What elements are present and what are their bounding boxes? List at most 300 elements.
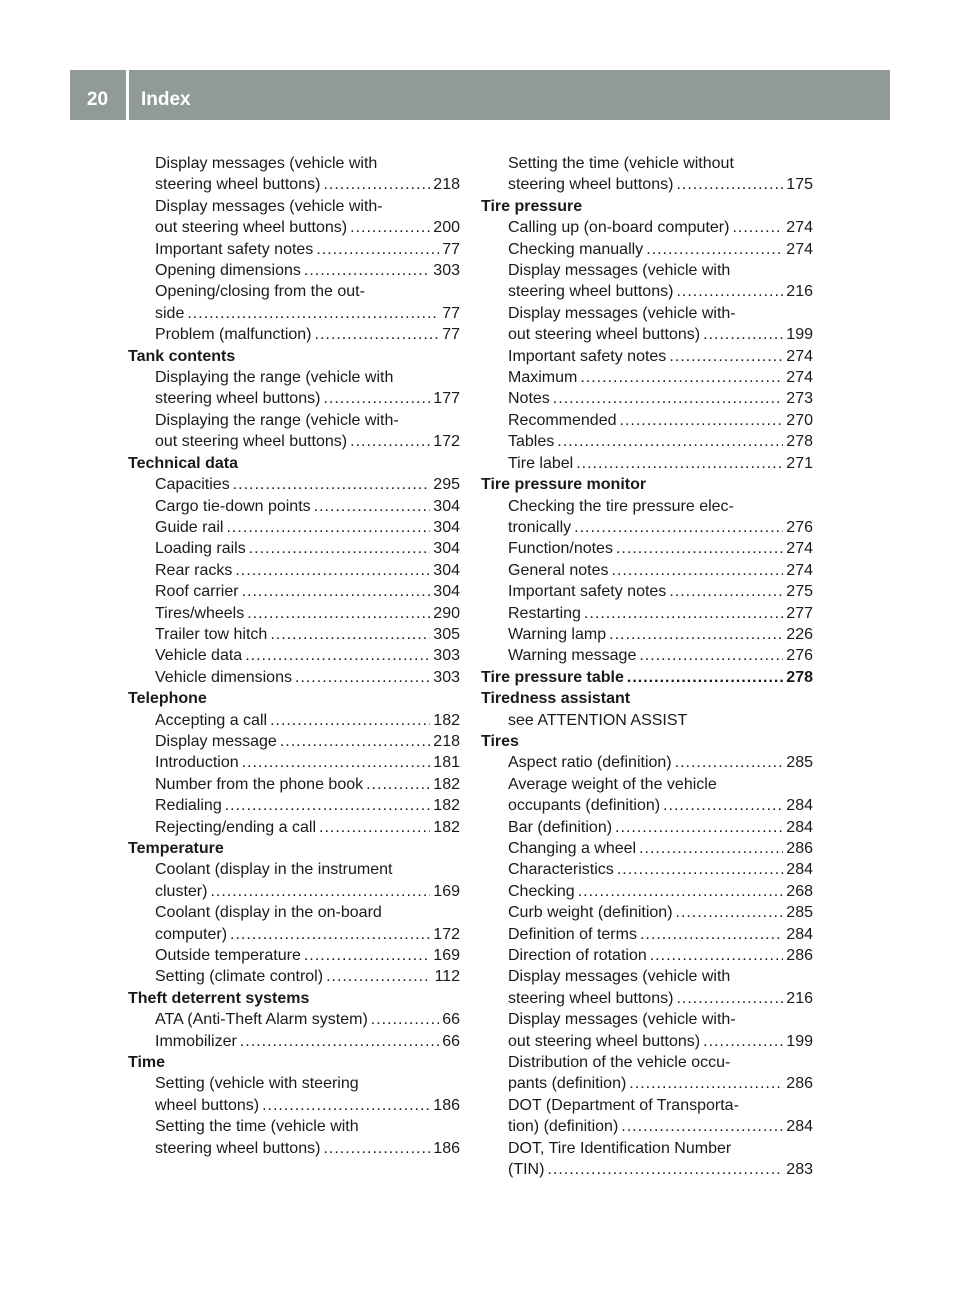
entry-text: Opening/closing from the out- bbox=[155, 283, 365, 301]
index-subentry bbox=[481, 710, 813, 731]
index-subentry bbox=[128, 966, 460, 987]
index-subentry bbox=[481, 838, 813, 859]
entry-text: Displaying the range (vehicle with- bbox=[155, 411, 399, 429]
section-title: Index bbox=[141, 89, 191, 110]
entry-text: Displaying the range (vehicle with bbox=[155, 369, 394, 387]
index-subentry bbox=[481, 281, 813, 302]
page-reference[interactable]: 284 bbox=[786, 1118, 813, 1136]
index-subentry bbox=[481, 1009, 813, 1030]
page-reference[interactable]: 304 bbox=[433, 497, 460, 515]
entry-text: Problem (malfunction) bbox=[155, 326, 312, 344]
page-reference[interactable]: 274 bbox=[786, 369, 813, 387]
entry-text: Outside temperature bbox=[155, 947, 301, 965]
index-subentry bbox=[128, 710, 460, 731]
index-subentry bbox=[481, 1138, 813, 1159]
dot-leader bbox=[233, 474, 431, 495]
index-subentry bbox=[128, 431, 460, 452]
page-reference[interactable]: 77 bbox=[442, 240, 460, 258]
index-subentry bbox=[128, 624, 460, 645]
entry-text: Theft deterrent systems bbox=[128, 989, 310, 1007]
entry-text: Tire pressure bbox=[481, 197, 583, 215]
dot-leader bbox=[620, 410, 784, 431]
index-subentry bbox=[128, 774, 460, 795]
dot-leader bbox=[315, 324, 440, 345]
dot-leader bbox=[187, 303, 439, 324]
page-reference[interactable]: 77 bbox=[442, 304, 460, 322]
entry-text: Important safety notes bbox=[508, 347, 667, 365]
page-reference[interactable]: 216 bbox=[786, 283, 813, 301]
dot-leader bbox=[639, 838, 783, 859]
index-subentry bbox=[128, 239, 460, 260]
entry-text: steering wheel buttons) bbox=[508, 989, 674, 1007]
dot-leader bbox=[249, 538, 431, 559]
dot-leader bbox=[226, 517, 430, 538]
dot-leader bbox=[617, 859, 783, 880]
entry-text: Characteristics bbox=[508, 861, 614, 879]
dot-leader bbox=[669, 581, 783, 602]
dot-leader bbox=[230, 924, 430, 945]
page-reference[interactable]: 182 bbox=[433, 711, 460, 729]
entry-text: Tables bbox=[508, 433, 555, 451]
entry-text: Restarting bbox=[508, 604, 581, 622]
entry-text: Recommended bbox=[508, 411, 617, 429]
dot-leader bbox=[326, 966, 431, 987]
dot-leader bbox=[580, 367, 783, 388]
page-reference[interactable]: 278 bbox=[786, 668, 813, 686]
index-subentry bbox=[481, 410, 813, 431]
index-subentry bbox=[128, 881, 460, 902]
page-reference[interactable]: 284 bbox=[786, 925, 813, 943]
dot-leader bbox=[703, 324, 783, 345]
dot-leader bbox=[245, 645, 430, 666]
entry-text: DOT (Department of Transporta- bbox=[508, 1096, 739, 1114]
page-reference[interactable]: 274 bbox=[786, 240, 813, 258]
entry-text: tronically bbox=[508, 518, 572, 536]
index-heading bbox=[481, 474, 813, 495]
page-reference[interactable]: 66 bbox=[442, 1011, 460, 1029]
dot-leader bbox=[732, 217, 783, 238]
page-reference[interactable]: 169 bbox=[433, 947, 460, 965]
dot-leader bbox=[650, 945, 784, 966]
index-subentry bbox=[128, 217, 460, 238]
index-subentry bbox=[481, 966, 813, 987]
index-subentry bbox=[128, 945, 460, 966]
index-subentry bbox=[128, 174, 460, 195]
index-subentry bbox=[481, 560, 813, 581]
index-subentry bbox=[128, 924, 460, 945]
dot-leader bbox=[557, 431, 783, 452]
page-reference[interactable]: 199 bbox=[786, 1032, 813, 1050]
page-number: 20 bbox=[86, 89, 109, 110]
index-subentry bbox=[481, 1116, 813, 1137]
dot-leader bbox=[640, 924, 783, 945]
index-subentry bbox=[481, 496, 813, 517]
entry-text: Introduction bbox=[155, 754, 239, 772]
entry-text: see ATTENTION ASSIST bbox=[508, 711, 688, 729]
entry-text: Accepting a call bbox=[155, 711, 268, 729]
dot-leader bbox=[669, 346, 783, 367]
entry-text: Tires bbox=[481, 732, 519, 750]
index-subentry bbox=[481, 431, 813, 452]
page-reference[interactable]: 283 bbox=[786, 1161, 813, 1179]
index-subentry bbox=[128, 388, 460, 409]
entry-text: Vehicle data bbox=[155, 647, 243, 665]
index-subentry bbox=[128, 859, 460, 880]
index-subentry bbox=[481, 174, 813, 195]
entry-text: Curb weight (definition) bbox=[508, 904, 673, 922]
index-subentry bbox=[128, 496, 460, 517]
index-subentry bbox=[481, 624, 813, 645]
index-heading bbox=[128, 1052, 460, 1073]
page-reference[interactable]: 274 bbox=[786, 347, 813, 365]
dot-leader bbox=[676, 174, 783, 195]
index-subentry bbox=[481, 988, 813, 1009]
page-reference[interactable]: 77 bbox=[442, 326, 460, 344]
index-heading bbox=[128, 988, 460, 1009]
page-reference[interactable]: 276 bbox=[786, 647, 813, 665]
entry-text: Average weight of the vehicle bbox=[508, 775, 717, 793]
page-reference[interactable]: 268 bbox=[786, 882, 813, 900]
dot-leader bbox=[316, 239, 439, 260]
dot-leader bbox=[319, 817, 430, 838]
entry-text: steering wheel buttons) bbox=[508, 283, 674, 301]
entry-text: (TIN) bbox=[508, 1161, 545, 1179]
entry-text: out steering wheel buttons) bbox=[155, 433, 348, 451]
dot-leader bbox=[262, 1095, 430, 1116]
dot-leader bbox=[639, 645, 783, 666]
entry-text: Tires/wheels bbox=[155, 604, 245, 622]
page-reference[interactable]: 305 bbox=[433, 625, 460, 643]
dot-leader bbox=[703, 1031, 783, 1052]
index-heading bbox=[481, 196, 813, 217]
page-reference[interactable]: 274 bbox=[786, 540, 813, 558]
dot-leader bbox=[676, 902, 784, 923]
entry-text: Tiredness assistant bbox=[481, 690, 631, 708]
page-reference[interactable]: 226 bbox=[786, 625, 813, 643]
page-reference[interactable]: 112 bbox=[434, 968, 460, 986]
index-subentry bbox=[128, 367, 460, 388]
dot-leader bbox=[574, 517, 783, 538]
dot-leader bbox=[553, 388, 784, 409]
dot-leader bbox=[240, 1031, 439, 1052]
page-reference[interactable]: 295 bbox=[433, 476, 460, 494]
dot-leader bbox=[225, 795, 431, 816]
dot-leader bbox=[323, 1138, 430, 1159]
page-reference[interactable]: 303 bbox=[433, 668, 460, 686]
index-heading bbox=[128, 346, 460, 367]
index-subentry bbox=[481, 881, 813, 902]
entry-text: Important safety notes bbox=[508, 583, 667, 601]
entry-text: Warning lamp bbox=[508, 625, 607, 643]
index-subentry bbox=[481, 1159, 813, 1180]
dot-leader bbox=[280, 731, 430, 752]
dot-leader bbox=[675, 752, 784, 773]
entry-text: tion) (definition) bbox=[508, 1118, 619, 1136]
entry-text: ATA (Anti-Theft Alarm system) bbox=[155, 1011, 368, 1029]
entry-text: pants (definition) bbox=[508, 1075, 627, 1093]
index-subentry bbox=[481, 1073, 813, 1094]
index-subentry bbox=[128, 538, 460, 559]
entry-text: steering wheel buttons) bbox=[508, 176, 674, 194]
page-reference[interactable]: 273 bbox=[786, 390, 813, 408]
page-reference[interactable]: 276 bbox=[786, 518, 813, 536]
dot-leader bbox=[323, 174, 430, 195]
page-reference[interactable]: 286 bbox=[786, 1075, 813, 1093]
page-reference[interactable]: 200 bbox=[433, 219, 460, 237]
dot-leader bbox=[242, 752, 431, 773]
page-reference[interactable]: 284 bbox=[786, 797, 813, 815]
entry-text: Cargo tie-down points bbox=[155, 497, 311, 515]
entry-text: computer) bbox=[155, 925, 228, 943]
page-reference[interactable]: 303 bbox=[433, 262, 460, 280]
index-subentry bbox=[128, 1095, 460, 1116]
entry-text: Changing a wheel bbox=[508, 840, 637, 857]
entry-text: Direction of rotation bbox=[508, 947, 647, 965]
page-reference[interactable]: 181 bbox=[433, 754, 460, 772]
entry-text: Display messages (vehicle with- bbox=[155, 197, 383, 215]
index-subentry bbox=[481, 645, 813, 666]
entry-text: out steering wheel buttons) bbox=[508, 1032, 701, 1050]
page-reference[interactable]: 186 bbox=[433, 1096, 460, 1114]
page-reference[interactable]: 277 bbox=[786, 604, 813, 622]
entry-text: steering wheel buttons) bbox=[155, 176, 321, 194]
dot-leader bbox=[270, 710, 430, 731]
index-subentry bbox=[481, 388, 813, 409]
page-reference[interactable]: 284 bbox=[786, 861, 813, 879]
dot-leader bbox=[646, 239, 783, 260]
dot-leader bbox=[629, 1073, 783, 1094]
page-reference[interactable]: 285 bbox=[786, 904, 813, 922]
index-subentry bbox=[481, 1031, 813, 1052]
page-reference[interactable]: 274 bbox=[786, 219, 813, 237]
entry-text: cluster) bbox=[155, 882, 208, 900]
page-reference[interactable]: 275 bbox=[786, 583, 813, 601]
entry-text: Tank contents bbox=[128, 347, 236, 365]
entry-text: Vehicle dimensions bbox=[155, 668, 292, 686]
index-subentry bbox=[128, 603, 460, 624]
entry-text: Display messages (vehicle with- bbox=[508, 1011, 736, 1029]
index-subentry bbox=[481, 453, 813, 474]
entry-text: Telephone bbox=[128, 690, 207, 708]
entry-text: Display message bbox=[155, 732, 277, 750]
dot-leader bbox=[615, 817, 783, 838]
entry-text: Display messages (vehicle with- bbox=[508, 304, 736, 322]
entry-text: Warning message bbox=[508, 647, 637, 665]
entry-text: Setting the time (vehicle with bbox=[155, 1118, 359, 1136]
index-subentry bbox=[481, 603, 813, 624]
index-subentry bbox=[481, 817, 813, 838]
index-subentry bbox=[481, 752, 813, 773]
index-subentry bbox=[128, 517, 460, 538]
entry-text: Rear racks bbox=[155, 561, 233, 579]
page-reference[interactable]: 285 bbox=[786, 754, 813, 772]
entry-text: General notes bbox=[508, 561, 609, 579]
dot-leader bbox=[350, 431, 430, 452]
entry-text: Loading rails bbox=[155, 540, 246, 558]
entry-text: Immobilizer bbox=[155, 1032, 237, 1050]
page-reference[interactable]: 218 bbox=[433, 176, 460, 194]
dot-leader bbox=[584, 603, 783, 624]
entry-text: Display messages (vehicle with bbox=[155, 155, 378, 172]
index-subentry bbox=[481, 538, 813, 559]
page-reference[interactable]: 290 bbox=[433, 604, 460, 622]
index-subentry bbox=[128, 1031, 460, 1052]
page-reference[interactable]: 186 bbox=[433, 1139, 460, 1157]
page-reference[interactable]: 172 bbox=[433, 433, 460, 451]
index-subentry bbox=[128, 560, 460, 581]
entry-text: Tire pressure table bbox=[481, 668, 624, 686]
index-subentry bbox=[128, 731, 460, 752]
index-subentry bbox=[128, 196, 460, 217]
index-subentry bbox=[481, 774, 813, 795]
page-header bbox=[70, 70, 890, 120]
dot-leader bbox=[676, 988, 783, 1009]
entry-text: Checking manually bbox=[508, 240, 644, 258]
dot-leader bbox=[314, 496, 431, 517]
dot-leader bbox=[627, 667, 783, 688]
index-subentry bbox=[128, 324, 460, 345]
index-heading bbox=[128, 688, 460, 709]
index-subentry bbox=[128, 474, 460, 495]
entry-text: out steering wheel buttons) bbox=[508, 326, 701, 344]
index-column-left bbox=[128, 153, 460, 1159]
index-subentry bbox=[128, 752, 460, 773]
page-reference[interactable]: 304 bbox=[433, 583, 460, 601]
entry-text: Redialing bbox=[155, 797, 222, 815]
entry-text: out steering wheel buttons) bbox=[155, 219, 348, 237]
page-reference[interactable]: 218 bbox=[433, 732, 460, 750]
entry-text: Opening dimensions bbox=[155, 262, 301, 280]
page-reference[interactable]: 271 bbox=[786, 454, 813, 472]
index-subentry bbox=[481, 239, 813, 260]
page-reference[interactable]: 182 bbox=[433, 818, 460, 836]
dot-leader bbox=[323, 388, 430, 409]
entry-text: Capacities bbox=[155, 476, 230, 494]
dot-leader bbox=[242, 581, 431, 602]
index-subentry bbox=[128, 281, 460, 302]
entry-text: Time bbox=[128, 1054, 166, 1072]
page-reference[interactable]: 304 bbox=[433, 561, 460, 579]
entry-text: Bar (definition) bbox=[508, 818, 613, 836]
index-subentry bbox=[481, 217, 813, 238]
page-reference[interactable]: 278 bbox=[786, 433, 813, 451]
index-subentry bbox=[128, 902, 460, 923]
entry-text: Aspect ratio (definition) bbox=[508, 754, 672, 772]
page-reference[interactable]: 172 bbox=[433, 925, 460, 943]
index-subentry bbox=[481, 517, 813, 538]
index-subentry bbox=[481, 581, 813, 602]
page-reference[interactable]: 286 bbox=[786, 947, 813, 965]
page-reference[interactable]: 284 bbox=[786, 818, 813, 836]
page-reference[interactable]: 182 bbox=[433, 797, 460, 815]
entry-text: Setting (climate control) bbox=[155, 968, 324, 986]
dot-leader bbox=[609, 624, 783, 645]
dot-leader bbox=[621, 1116, 783, 1137]
entry-text: steering wheel buttons) bbox=[155, 390, 321, 408]
entry-text: Calling up (on-board computer) bbox=[508, 219, 730, 237]
entry-text: Checking bbox=[508, 882, 575, 900]
page-reference[interactable]: 286 bbox=[786, 840, 813, 857]
entry-text: Trailer tow hitch bbox=[155, 625, 268, 643]
dot-leader bbox=[612, 560, 784, 581]
index-heading bbox=[128, 838, 460, 859]
dot-leader bbox=[304, 260, 430, 281]
index-heading bbox=[128, 453, 460, 474]
page-reference[interactable]: 304 bbox=[433, 540, 460, 558]
page-reference[interactable]: 199 bbox=[786, 326, 813, 344]
index-subentry bbox=[481, 324, 813, 345]
index-subentry bbox=[481, 153, 813, 174]
index-subentry bbox=[481, 859, 813, 880]
index-subentry bbox=[481, 1052, 813, 1073]
index-subentry bbox=[128, 645, 460, 666]
page-reference[interactable]: 177 bbox=[433, 390, 460, 408]
entry-text: Roof carrier bbox=[155, 583, 239, 601]
index-column-right bbox=[481, 153, 813, 1181]
index-subentry bbox=[128, 260, 460, 281]
index-subentry bbox=[481, 303, 813, 324]
page-reference[interactable]: 182 bbox=[433, 775, 460, 793]
index-subentry bbox=[128, 581, 460, 602]
index-subentry bbox=[128, 153, 460, 174]
dot-leader bbox=[304, 945, 430, 966]
dot-leader bbox=[247, 603, 430, 624]
entry-text: Notes bbox=[508, 390, 550, 408]
dot-leader bbox=[371, 1009, 439, 1030]
entry-text: Tire label bbox=[508, 454, 574, 472]
entry-text: Temperature bbox=[128, 840, 224, 857]
entry-text: Definition of terms bbox=[508, 925, 637, 943]
page-reference[interactable]: 169 bbox=[433, 882, 460, 900]
dot-leader bbox=[210, 881, 430, 902]
index-heading bbox=[481, 688, 813, 709]
index-subentry bbox=[481, 902, 813, 923]
index-subentry bbox=[481, 367, 813, 388]
entry-text: Tire pressure monitor bbox=[481, 476, 647, 494]
page-reference[interactable]: 303 bbox=[433, 647, 460, 665]
index-heading bbox=[481, 731, 813, 752]
dot-leader bbox=[235, 560, 430, 581]
entry-text: Rejecting/ending a call bbox=[155, 818, 316, 836]
page-reference[interactable]: 175 bbox=[786, 176, 813, 194]
page-reference[interactable]: 274 bbox=[786, 561, 813, 579]
index-subentry bbox=[128, 817, 460, 838]
entry-text: Technical data bbox=[128, 454, 238, 472]
index-heading bbox=[481, 667, 813, 688]
dot-leader bbox=[616, 538, 783, 559]
index-subentry bbox=[481, 795, 813, 816]
index-subentry bbox=[481, 945, 813, 966]
page-reference[interactable]: 304 bbox=[433, 518, 460, 536]
page-reference[interactable]: 66 bbox=[442, 1032, 460, 1050]
dot-leader bbox=[366, 774, 430, 795]
entry-text: Important safety notes bbox=[155, 240, 314, 258]
index-subentry bbox=[481, 260, 813, 281]
entry-text: Number from the phone book bbox=[155, 775, 364, 793]
index-subentry bbox=[128, 303, 460, 324]
entry-text: wheel buttons) bbox=[155, 1096, 260, 1114]
entry-text: Function/notes bbox=[508, 540, 613, 558]
dot-leader bbox=[350, 217, 430, 238]
dot-leader bbox=[578, 881, 784, 902]
page-reference[interactable]: 270 bbox=[786, 411, 813, 429]
dot-leader bbox=[295, 667, 430, 688]
index-subentry bbox=[128, 1138, 460, 1159]
entry-text: Guide rail bbox=[155, 518, 224, 536]
page-reference[interactable]: 216 bbox=[786, 989, 813, 1007]
entry-text: side bbox=[155, 304, 185, 322]
index-subentry bbox=[481, 1095, 813, 1116]
